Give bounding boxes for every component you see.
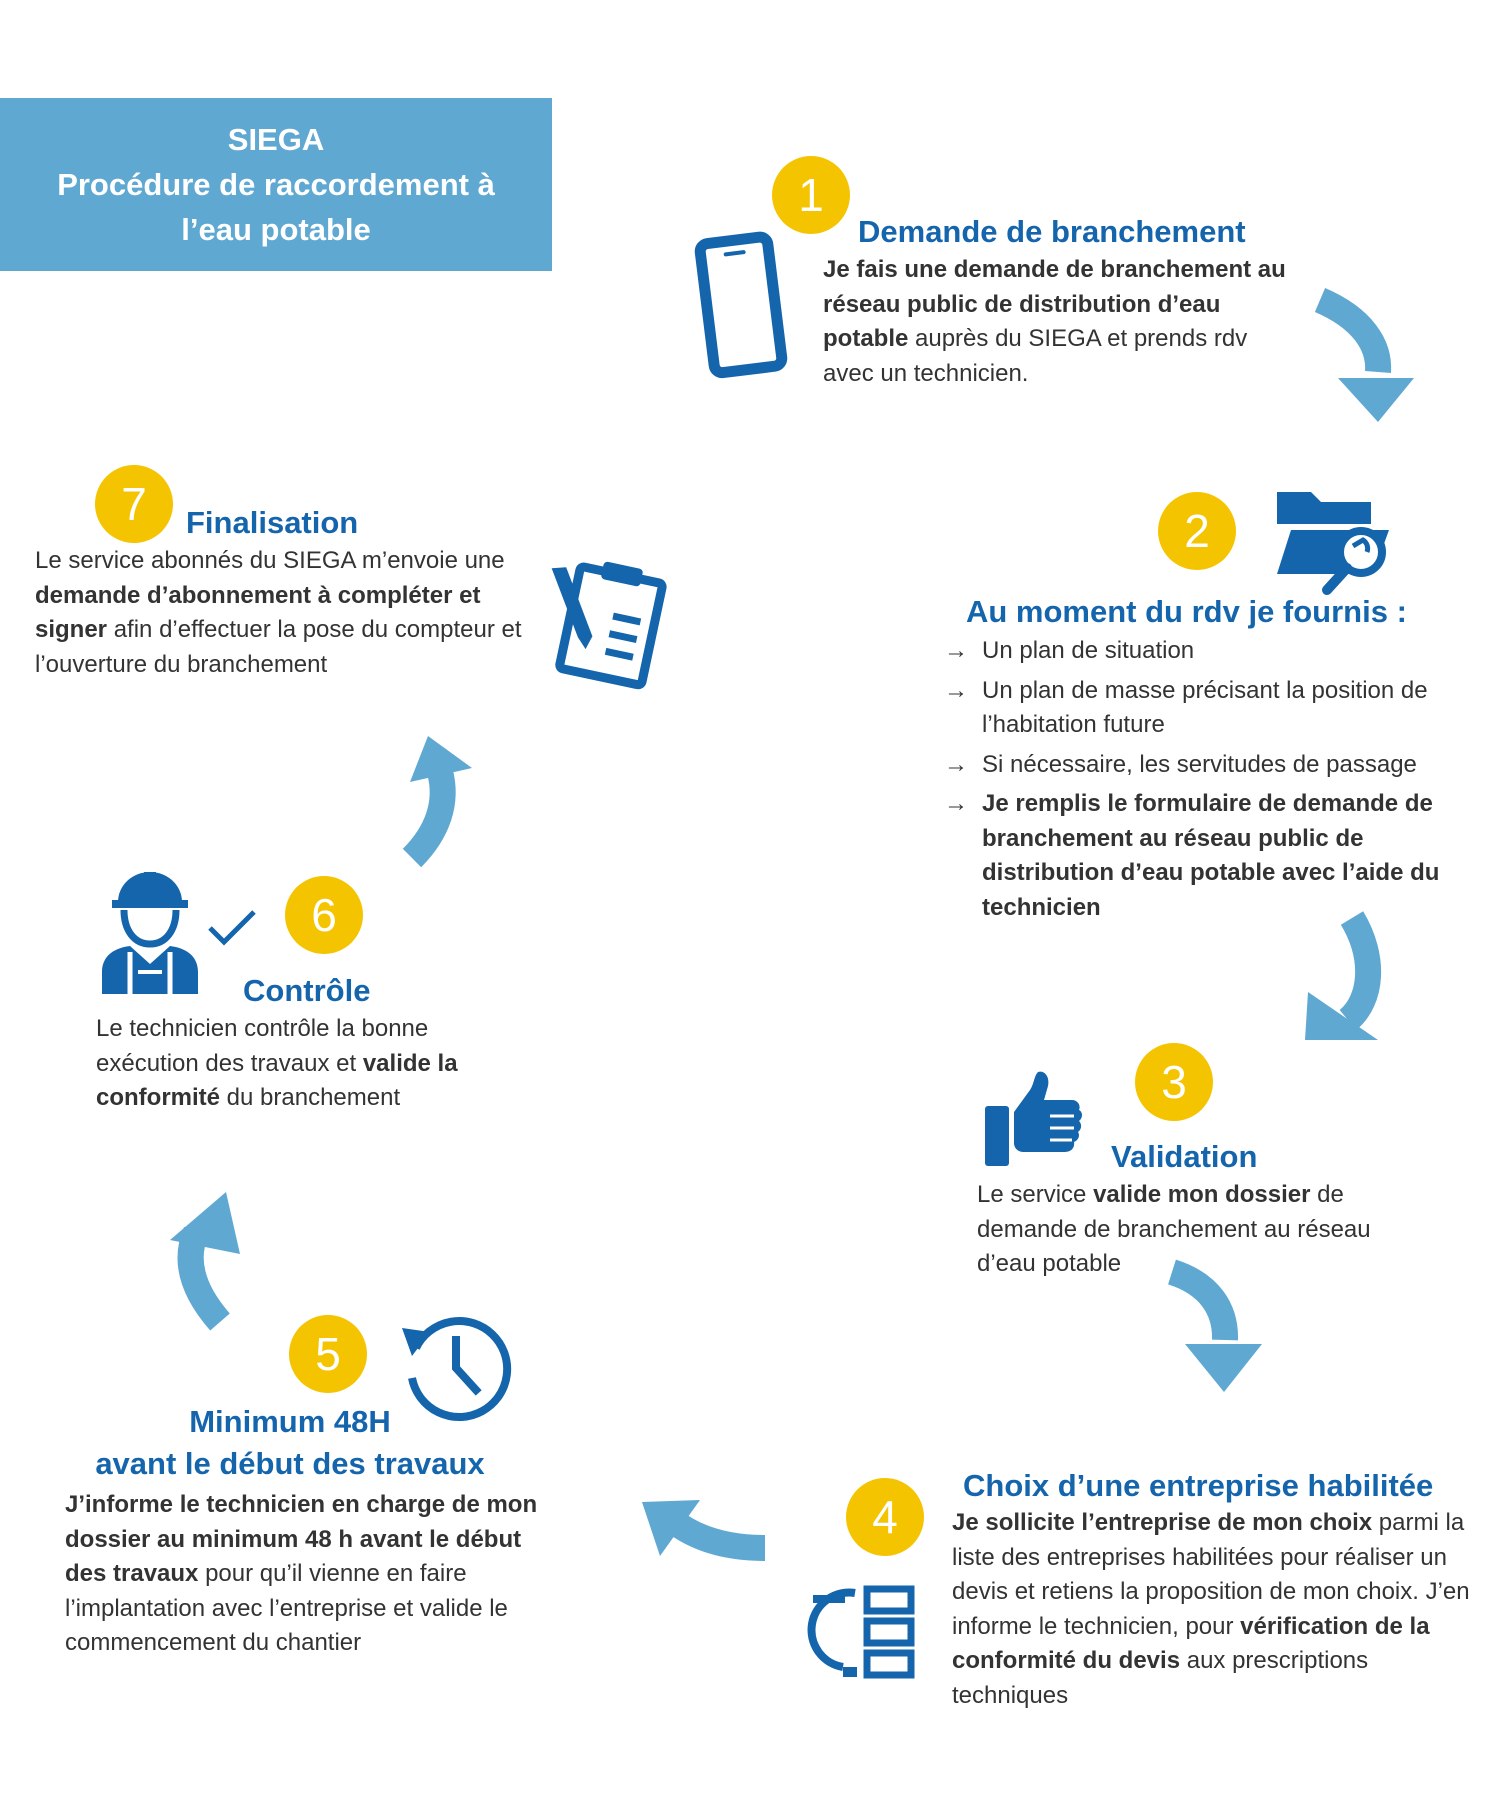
list-arrow-icon: →	[944, 637, 968, 664]
title-line-2: Procédure de raccordement à	[57, 167, 495, 202]
flow-arrow-3-4	[1172, 1272, 1262, 1392]
list-item-text: Je remplis le formulaire de demande de branchement au réseau public de distribution d’eau potable avec l’aide du technicien	[982, 790, 1440, 921]
list-item-text: Un plan de masse précisant la position de l’habitation future	[982, 676, 1428, 738]
step-4-text-bold: Je sollicite l’entreprise de mon choix	[952, 1509, 1373, 1536]
flow-arrow-2-3	[1305, 918, 1378, 1040]
step-1-badge: 1	[772, 156, 850, 234]
step-4-text-plain: parmi la liste des entreprises habilitées pour réaliser un devis et retiens la proposition de mon choix. J’en informe le technicien, pour	[952, 1509, 1470, 1640]
step-7-text-plain: Le service abonnés du SIEGA m’envoie une	[35, 547, 505, 574]
step-3-text-plain: de demande de branchement au réseau d’eau potable	[977, 1181, 1371, 1277]
step-3-text-bold: valide mon dossier	[1093, 1181, 1311, 1208]
list-arrow-icon: →	[944, 750, 968, 778]
step-1-text-bold: Je fais une demande de branchement au réseau public de distribution d’eau potable	[823, 256, 1286, 352]
title-line-3: l’eau potable	[181, 212, 371, 247]
step-5-text-bold: J’informe le technicien en charge de mon dossier au minimum 48 h avant le début des travaux	[65, 1491, 538, 1587]
step-7-title: Finalisation	[186, 505, 359, 540]
flow-arrow-1-2	[1320, 300, 1414, 422]
flow-arrow-5-6	[170, 1192, 240, 1322]
list-arrow-icon: →	[944, 676, 968, 704]
step-6-text-plain: du branchement	[220, 1084, 401, 1111]
step-2-title: Au moment du rdv je fournis :	[966, 594, 1407, 629]
step-6-badge: 6	[285, 876, 363, 954]
flow-arrow-6-7	[410, 736, 472, 858]
step-6-text-plain: Le technicien contrôle la bonne exécution des travaux et	[96, 1015, 429, 1077]
step-4-text-plain: aux prescriptions techniques	[952, 1647, 1369, 1709]
step-7-badge: 7	[95, 465, 173, 543]
step-1-text-plain: auprès du SIEGA et prends rdv avec un technicien.	[823, 325, 1248, 387]
step-4-text-bold: vérification de la conformité du devis	[952, 1612, 1430, 1674]
step-6-text-bold: valide la conformité	[96, 1049, 458, 1111]
step-4-badge: 4	[846, 1478, 924, 1556]
step-5-title-line-1: Minimum 48H	[189, 1404, 391, 1439]
step-3-badge: 3	[1135, 1043, 1213, 1121]
step-5-title-line-2: avant le début des travaux	[95, 1446, 485, 1481]
flow-arrow-4-5	[642, 1500, 765, 1556]
step-2-badge: 2	[1158, 492, 1236, 570]
step-7-text-bold: demande d’abonnement à compléter et signer	[35, 581, 481, 643]
step-7-text-plain: afin d’effectuer la pose du compteur et l’ouverture du branchement	[35, 616, 522, 678]
list-item-text: Un plan de situation	[982, 637, 1195, 664]
title-line-1: SIEGA	[227, 122, 325, 157]
step-1-title: Demande de branchement	[858, 214, 1246, 249]
list-arrow-icon: →	[944, 790, 968, 817]
step-5-badge: 5	[289, 1315, 367, 1393]
list-item-text: Si nécessaire, les servitudes de passage	[982, 750, 1417, 778]
step-5-text-plain: pour qu’il vienne en faire l’implantation avec l’entreprise et valide le commencement du chantier	[65, 1560, 508, 1656]
step-6-title: Contrôle	[243, 973, 371, 1008]
step-3-title: Validation	[1111, 1139, 1258, 1174]
step-3-text-plain: Le service	[977, 1181, 1094, 1208]
step-4-title: Choix d’une entreprise habilitée	[963, 1468, 1434, 1503]
